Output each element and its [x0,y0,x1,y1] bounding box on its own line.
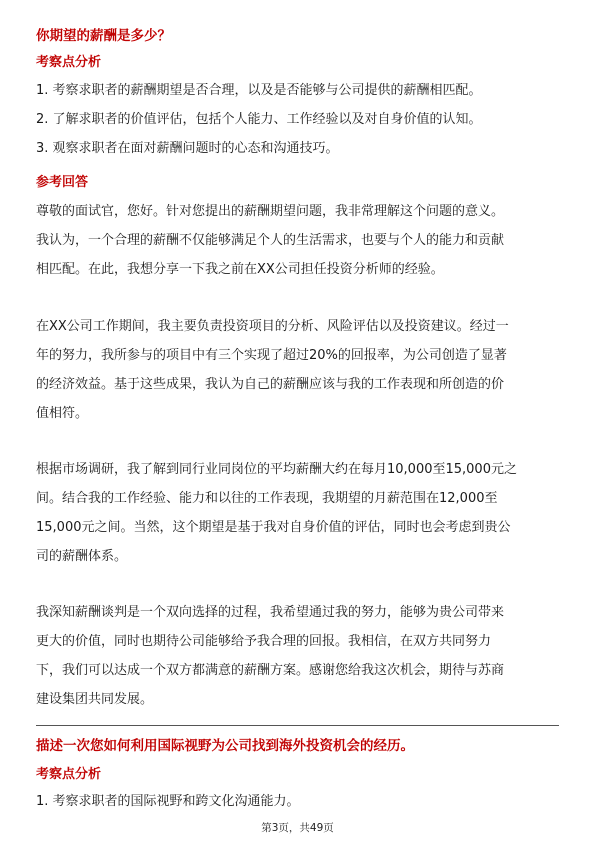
answer-line: 的经济效益。基于这些成果，我认为自己的薪酬应该与我的工作表现和所创造的价 [36,377,505,392]
answer-line: 根据市场调研，我了解到同行业同岗位的平均薪酬大约在每月10,000至15,000元之 [36,462,517,477]
question-2-title: 描述一次您如何利用国际视野为公司找到海外投资机会的经历。 [36,738,414,754]
answer-line: 15,000元之间。当然，这个期望是基于我对自身价值的评估，同时也会考虑到贵公 [36,520,511,535]
question-2-analysis-heading: 考察点分析 [36,767,102,782]
answer-line: 更大的价值，同时也期待公司能够给予我合理的回报。我相信，在双方共同努力 [36,634,492,649]
answer-line: 值相符。 [36,406,89,421]
question-1-title: 你期望的薪酬是多少？ [36,28,171,44]
question-1-analysis-heading: 考察点分析 [36,55,102,70]
answer-line: 司的薪酬体系。 [36,549,128,564]
analysis-point-2: 2. 了解求职者的价值评估，包括个人能力、工作经验以及对自身价值的认知。 [36,112,482,127]
answer-line: 年的努力，我所参与的项目中有三个实现了超过20%的回报率，为公司创造了显著 [36,348,507,363]
section-divider [36,725,559,726]
answer-line: 间。结合我的工作经验、能力和以往的工作表现，我期望的月薪范围在12,000至 [36,491,498,506]
answer-line: 尊敬的面试官，您好。针对您提出的薪酬期望问题，我非常理解这个问题的意义。 [36,204,505,219]
answer-line: 我深知薪酬谈判是一个双向选择的过程，我希望通过我的努力，能够为贵公司带来 [36,605,505,620]
answer-line: 建设集团共同发展。 [36,692,154,707]
analysis-point-3: 3. 观察求职者在面对薪酬问题时的心态和沟通技巧。 [36,141,339,156]
analysis-point-1: 1. 考察求职者的薪酬期望是否合理，以及是否能够与公司提供的薪酬相匹配。 [36,83,482,98]
answer-line: 相匹配。在此，我想分享一下我之前在XX公司担任投资分析师的经验。 [36,262,444,277]
analysis-point-1: 1. 考察求职者的国际视野和跨文化沟通能力。 [36,794,300,809]
answer-line: 我认为，一个合理的薪酬不仅能够满足个人的生活需求，也要与个人的能力和贡献 [36,233,505,248]
answer-line: 在XX公司工作期间，我主要负责投资项目的分析、风险评估以及投资建议。经过一 [36,319,509,334]
page-number-footer: 第3页，共49页 [261,822,334,834]
question-1-answer-heading: 参考回答 [36,175,89,190]
answer-line: 下，我们可以达成一个双方都满意的薪酬方案。感谢您给我这次机会，期待与苏商 [36,663,505,678]
